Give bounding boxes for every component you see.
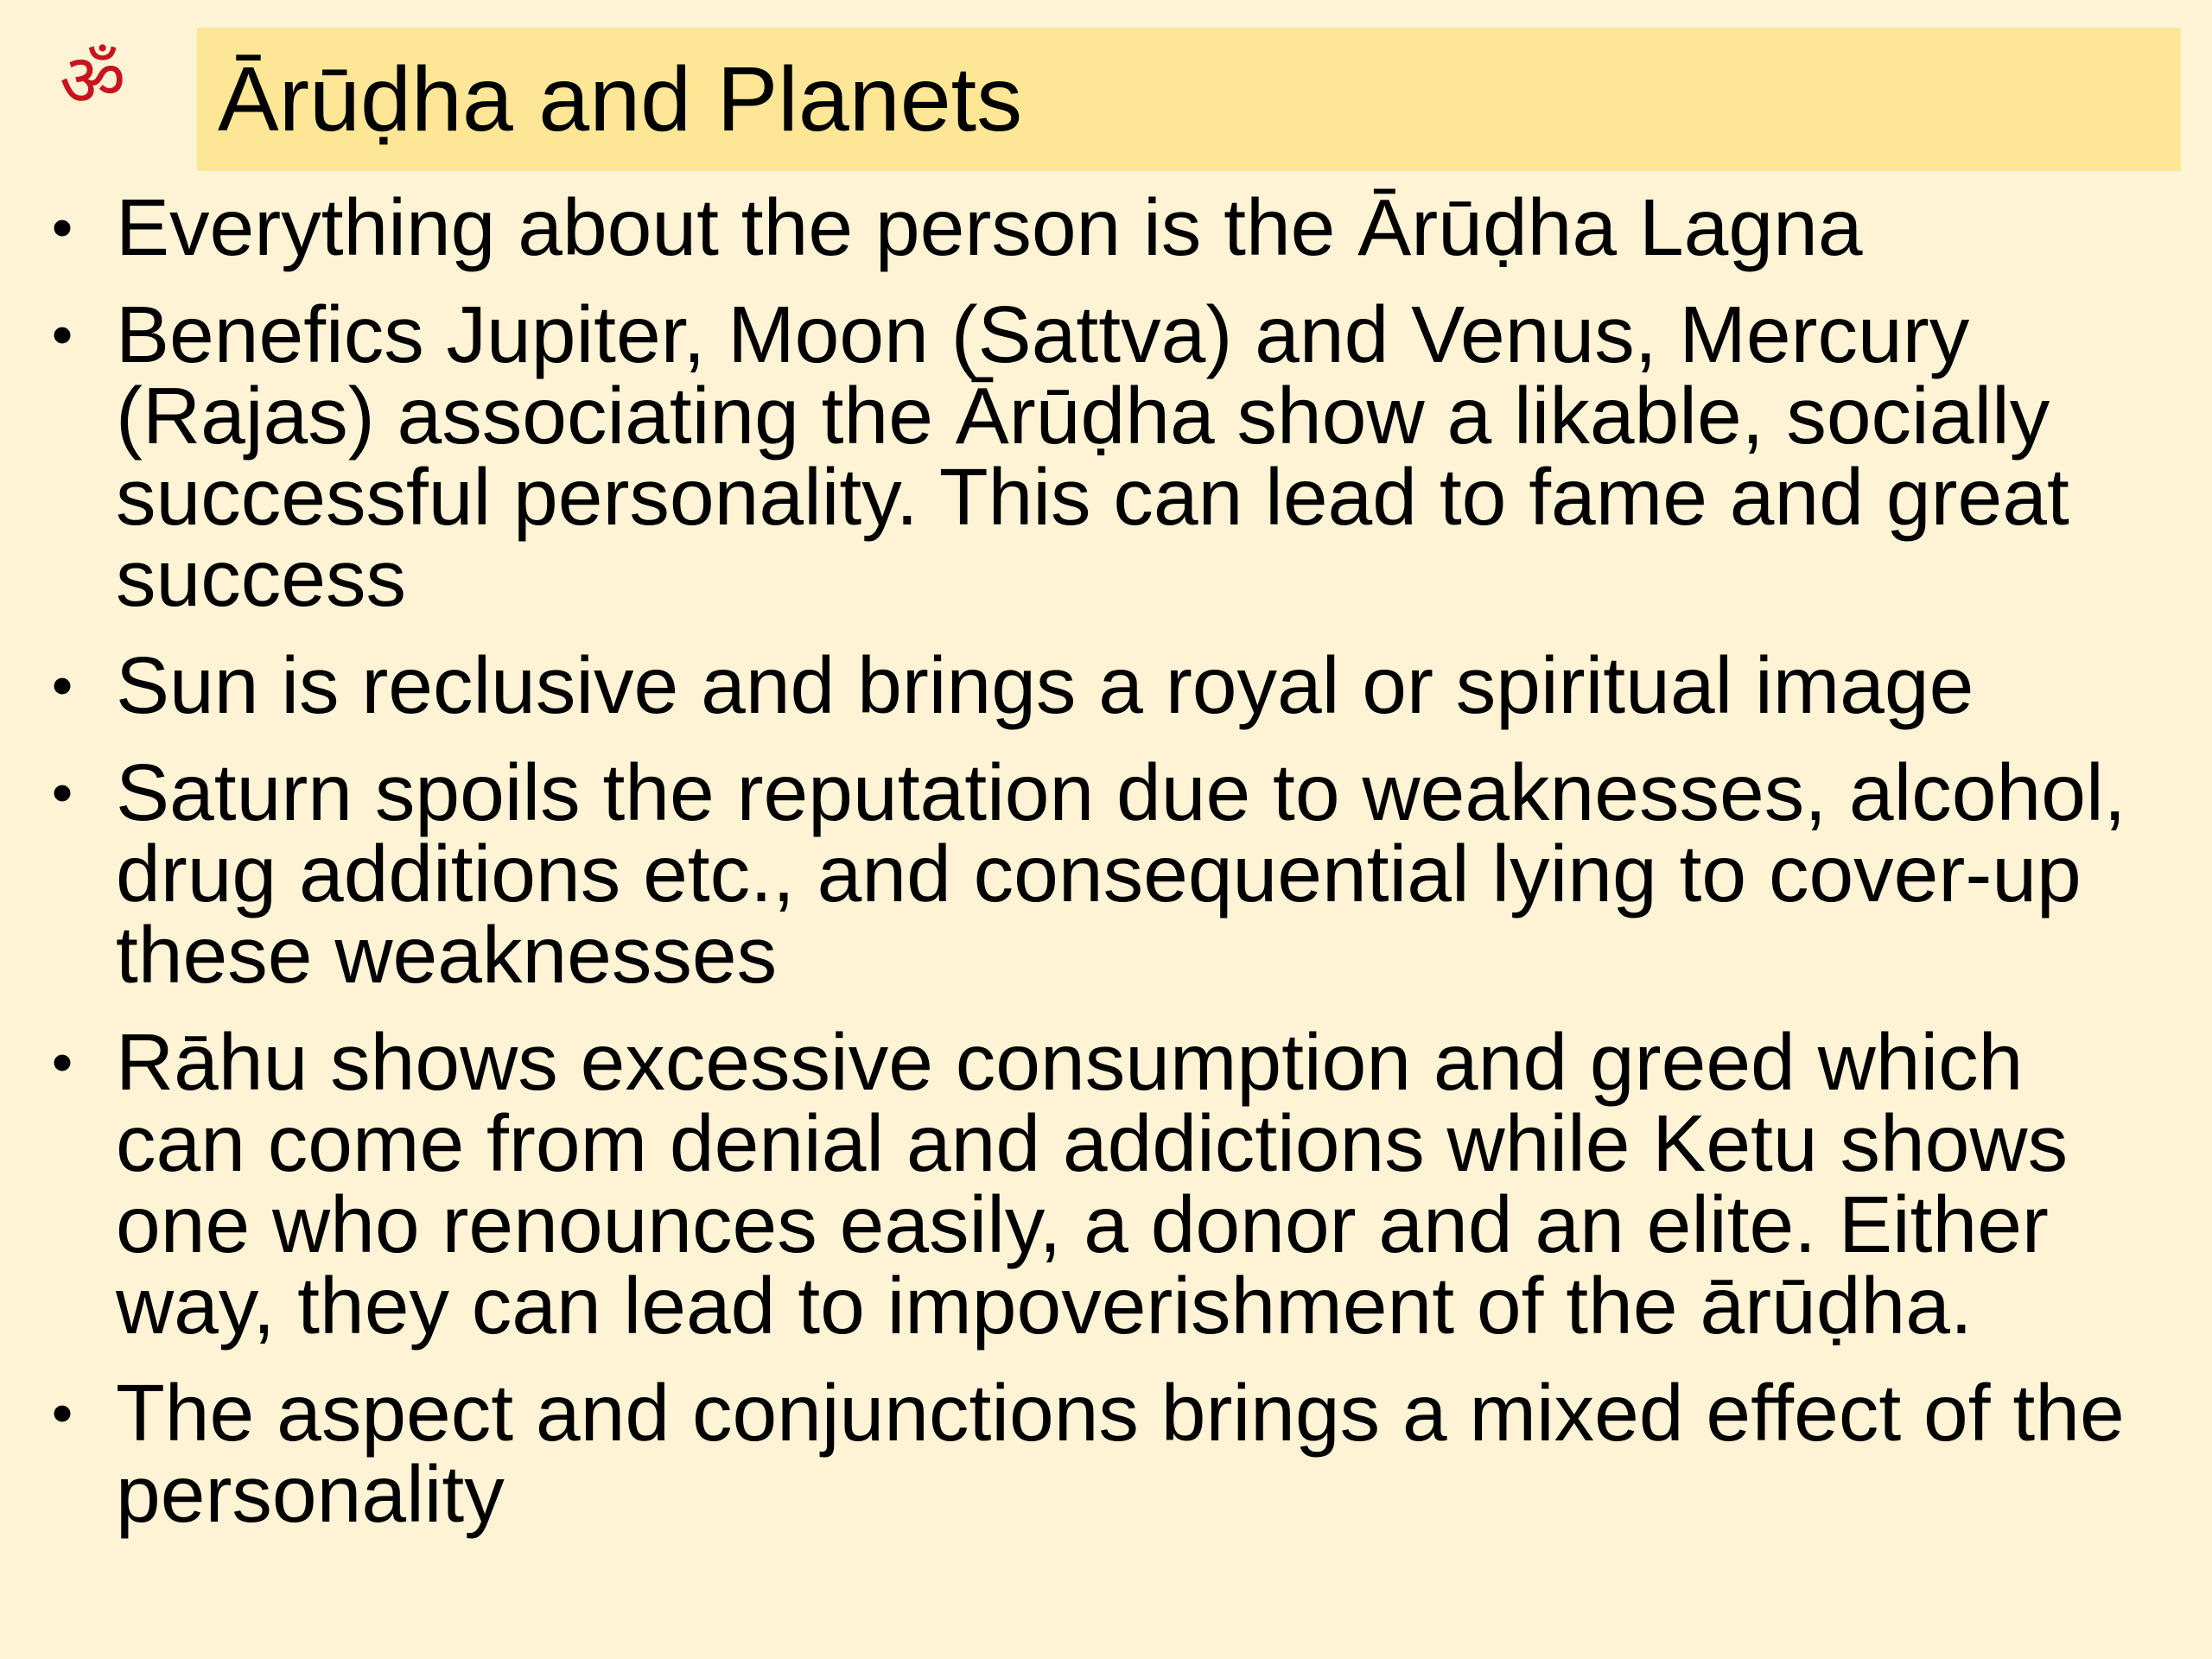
list-item <box>45 182 2153 272</box>
bullet-icon: • <box>51 1379 73 1446</box>
list-item <box>45 640 2153 730</box>
list-item <box>45 289 2153 623</box>
om-symbol-icon: ॐ <box>59 38 126 123</box>
list-item <box>45 1368 2153 1539</box>
bullet-icon: • <box>51 301 73 368</box>
bullet-text: Everything about the person is the Ārūḍha Lagna <box>116 182 1863 272</box>
bullet-text: The aspect and conjunctions brings a mixed effect of the personality <box>116 1368 2125 1539</box>
bullet-icon: • <box>51 652 73 719</box>
bullet-text: Saturn spoils the reputation due to weaknesses, alcohol, drug additions etc., and consequential lying to cover-up these weaknesses <box>116 747 2126 1000</box>
bullet-icon: • <box>51 194 73 261</box>
list-item <box>45 1017 2153 1351</box>
bullet-text: Rāhu shows excessive consumption and greed which can come from denial and addictions while Ketu shows one who renounces easily, a donor and an elite. Either way, they can lead to impoverishment of the ārūḍha. <box>116 1017 2069 1351</box>
bullet-text: Benefics Jupiter, Moon (Sattva) and Venus, Mercury (Rajas) associating the Ārūḍha show a likable, socially successful personality. This can lead to fame and great success <box>116 289 2069 623</box>
bullet-icon: • <box>51 1028 73 1096</box>
bullet-text: Sun is reclusive and brings a royal or spiritual image <box>116 640 1974 730</box>
page-title: Ārūḍha and Planets <box>218 48 1023 150</box>
list-item <box>45 747 2153 1000</box>
bullet-icon: • <box>51 759 73 826</box>
bullet-list <box>45 182 2153 1560</box>
